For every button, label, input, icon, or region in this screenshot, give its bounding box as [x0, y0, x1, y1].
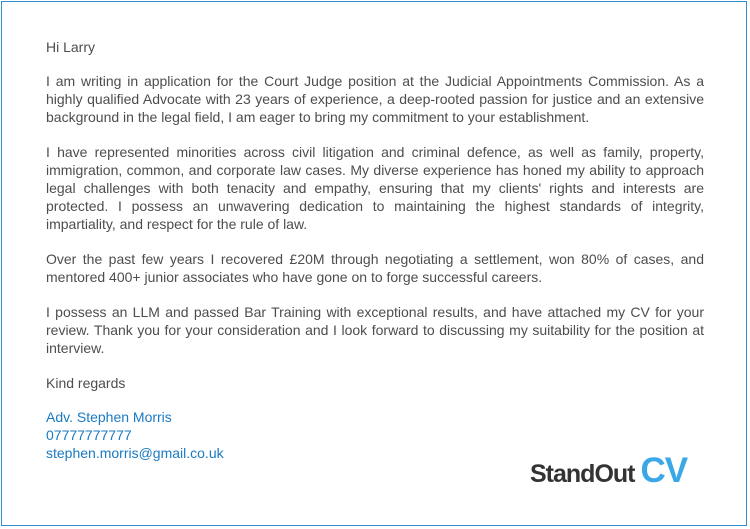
logo-cv-mark: CV: [640, 451, 688, 490]
signature-email: stephen.morris@gmail.co.uk: [46, 445, 224, 461]
paragraph-intro: I am writing in application for the Court Judge position at the Judicial Appointments Commission. As a highly qualified Advocate with 23 years of experience, a deep-rooted passion for justice and an extensive background in the legal field, I am eager to bring my commitment to your establishment.: [46, 73, 704, 125]
cover-letter: [46, 38, 704, 462]
logo-wordmark: StandOut: [530, 460, 635, 488]
standout-cv-logo: [530, 451, 687, 489]
paragraph-experience: I have represented minorities across civil litigation and criminal defence, as well as family, property, immigration, common, and corporate law cases. My diverse experience has honed my ability to approach legal challenges with both tenacity and empathy, ensuring that my clients' rights and interests are protected. I possess an unwavering dedication to maintaining the highest standards of integrity, impartiality, and respect for the rule of law.: [46, 144, 704, 232]
paragraph-qualifications: I possess an LLM and passed Bar Training with exceptional results, and have attached my CV for your review. Thank you for your consideration and I look forward to discussing my suitability for the position at interview.: [46, 304, 704, 356]
greeting: Hi Larry: [46, 39, 96, 55]
signature-phone: 07777777777: [46, 427, 132, 443]
closing: Kind regards: [46, 375, 126, 391]
signature-name: Adv. Stephen Morris: [46, 409, 172, 425]
paragraph-achievements: Over the past few years I recovered £20M through negotiating a settlement, won 80% of cases, and mentored 400+ junior associates who have gone on to forge successful careers.: [46, 251, 704, 285]
